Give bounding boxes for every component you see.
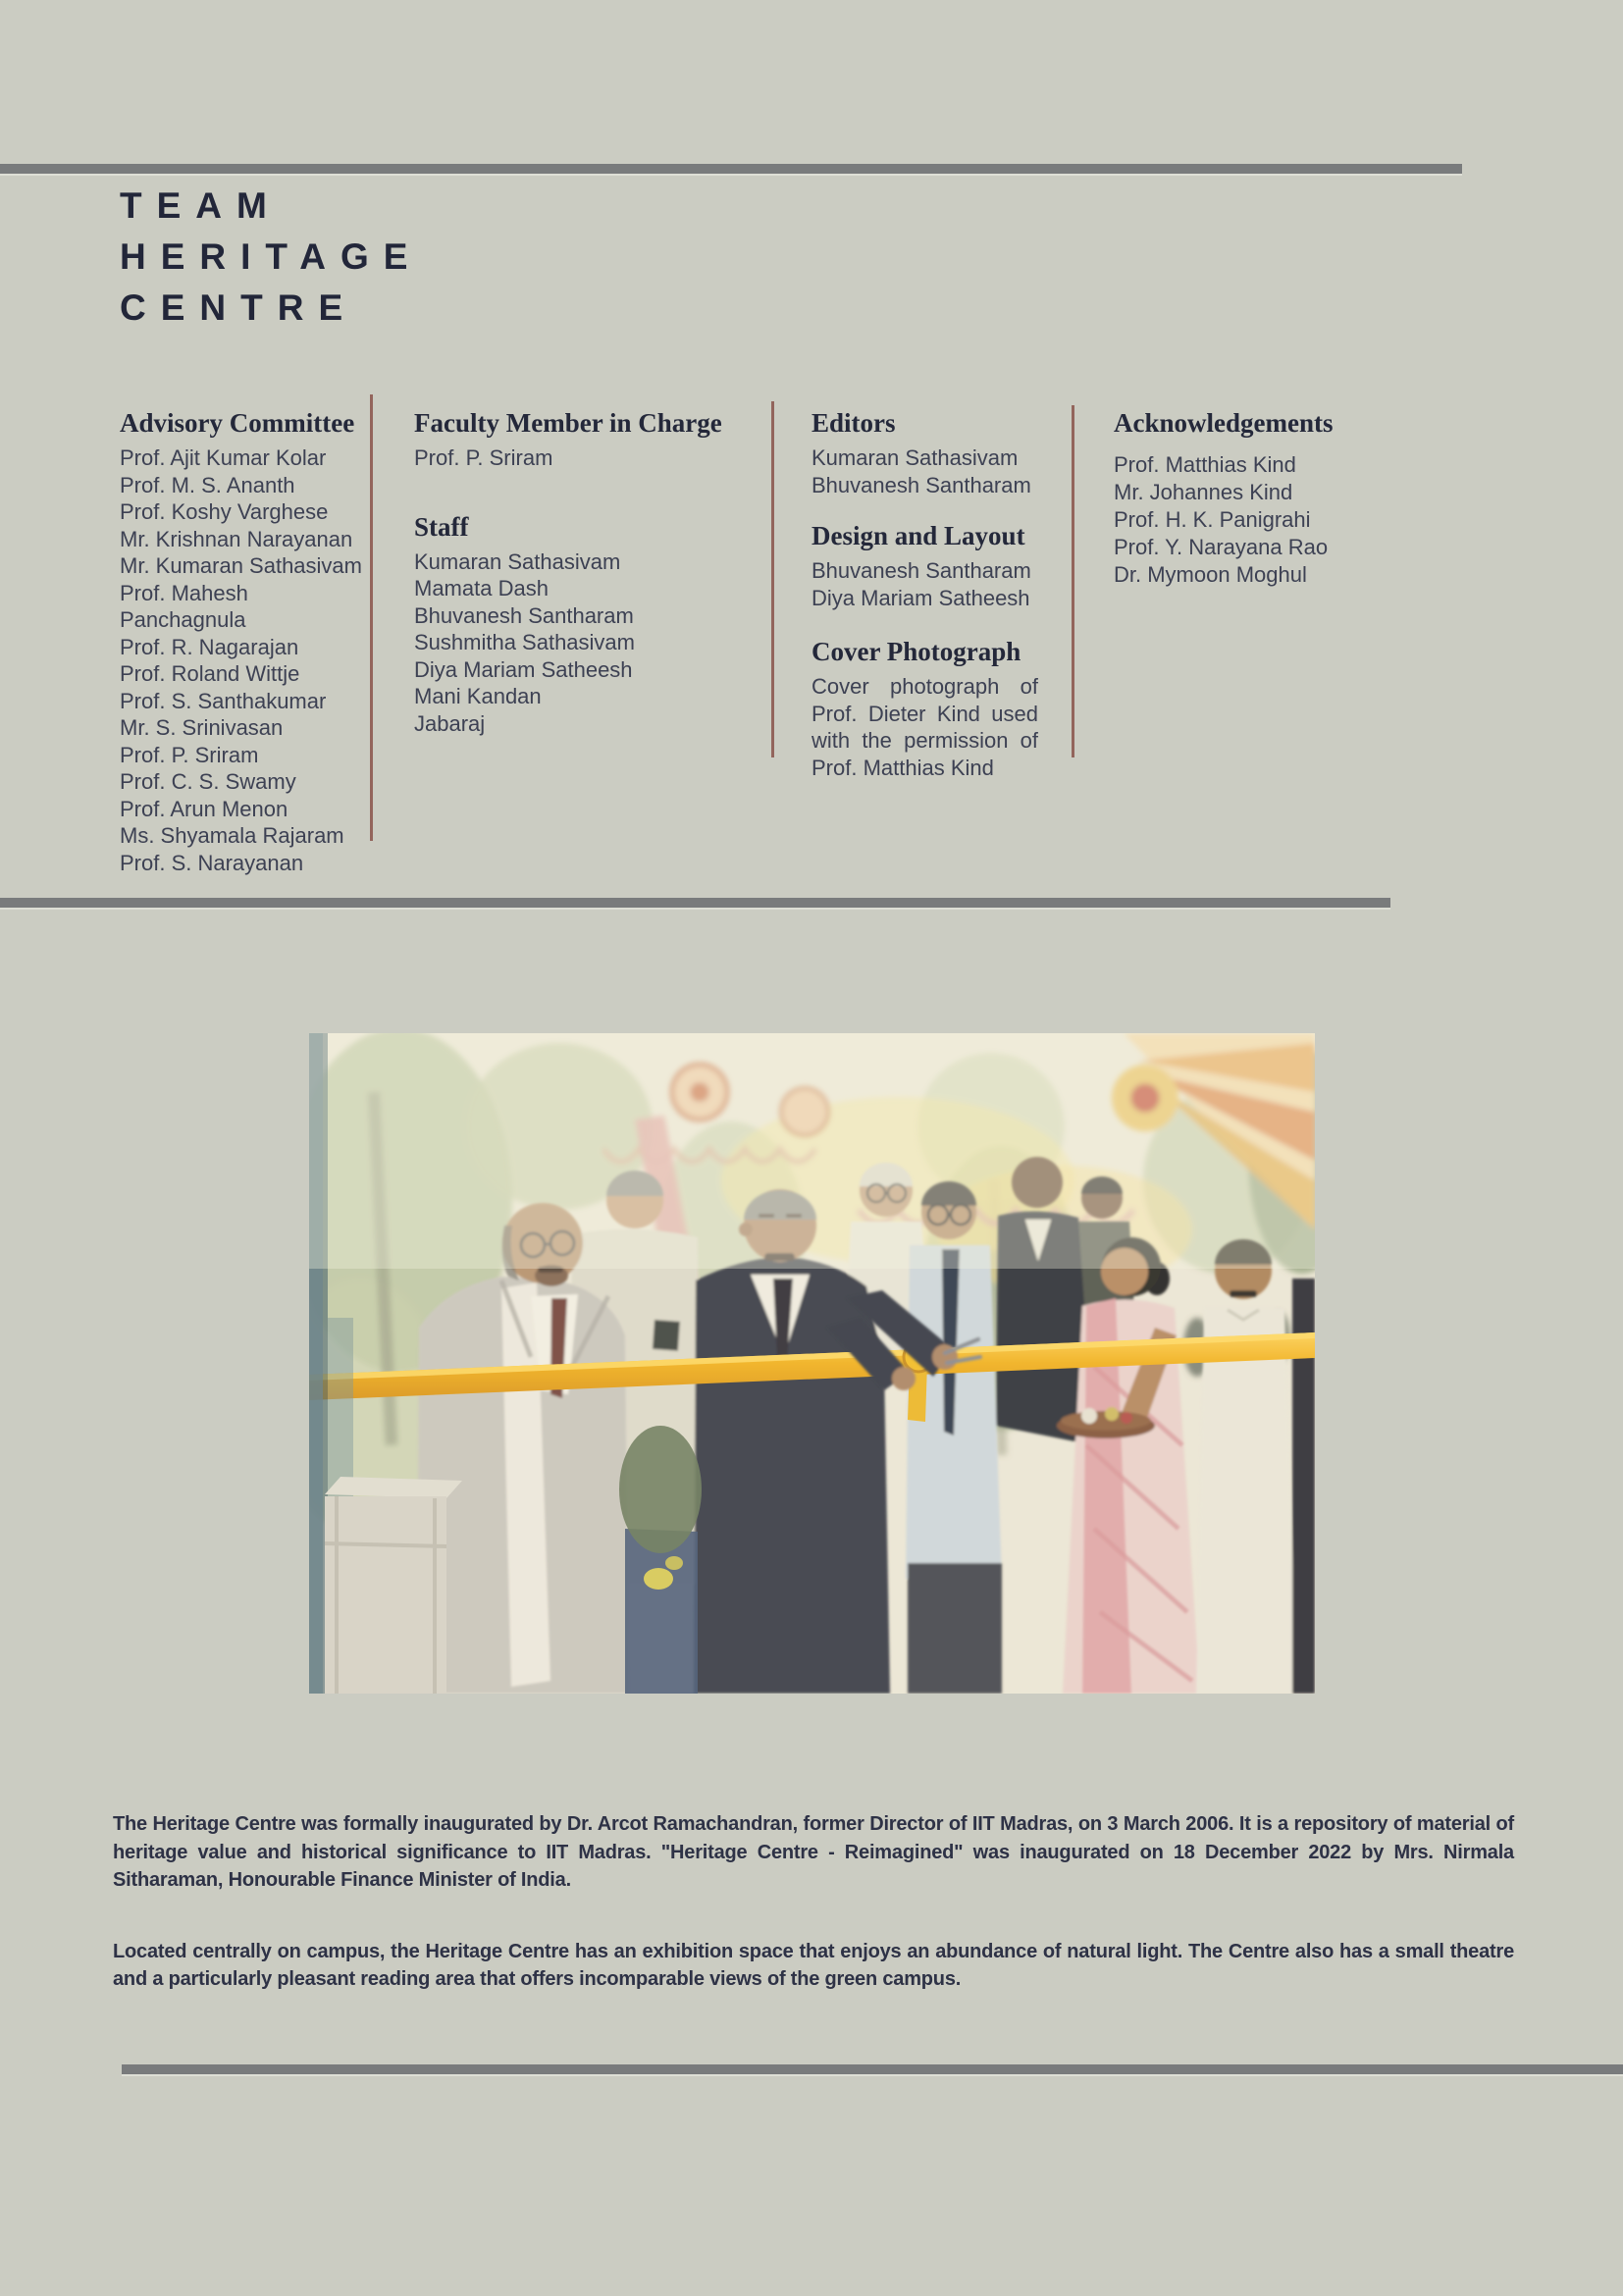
column-divider (771, 401, 774, 757)
page-title-line: HERITAGE (120, 236, 423, 277)
list-item: Prof. S. Narayanan (120, 850, 304, 875)
list-item: Prof. H. K. Panigrahi (1114, 507, 1311, 532)
list-item: Mr. Krishnan Narayanan (120, 526, 353, 551)
design-layout-heading: Design and Layout (812, 521, 1025, 550)
description-text (113, 1810, 1514, 1994)
list-item: Prof. Matthias Kind (1114, 452, 1296, 477)
page-title-line: TEAM (120, 185, 282, 226)
editors-design-cover-section (812, 408, 1038, 781)
list-item: Mani Kandan (414, 684, 542, 708)
list-item: Bhuvanesh Santharam (812, 472, 1031, 497)
list-item: Prof. S. Santhakumar (120, 688, 327, 713)
page-title (120, 181, 422, 334)
list-item: Mamata Dash (414, 576, 549, 600)
list-item: Prof. C. S. Swamy (120, 769, 296, 794)
description-paragraph-2: Located centrally on campus, the Heritage Centre has an exhibition space that enjoys an abundance of natural light. The Centre also has a small theatre and a particularly pleasant reading area that offers incomparable views of the green campus. (113, 1940, 1514, 1990)
list-item: Prof. Koshy Varghese (120, 499, 329, 524)
list-item: Prof. Ajit Kumar Kolar (120, 445, 327, 470)
faculty-in-charge-list (414, 444, 767, 472)
editors-list (812, 444, 1038, 498)
acknowledgements-list (1114, 451, 1393, 589)
inauguration-photo-art (309, 1033, 1315, 1694)
bottom-rule (122, 2064, 1623, 2074)
editors-heading: Editors (812, 408, 896, 438)
list-item: Bhuvanesh Santharam (414, 602, 634, 628)
list-item: Prof. P. Sriram (414, 445, 553, 470)
page-title-line: CENTRE (120, 287, 358, 328)
staff-list (414, 548, 767, 738)
middle-rule (0, 898, 1390, 908)
list-item: Bhuvanesh Santharam (812, 558, 1031, 583)
cover-photograph-note: Cover photograph of Prof. Dieter Kind used with the permission of Prof. Matthias Kind (812, 674, 1038, 780)
list-item: Mr. Johannes Kind (1114, 480, 1293, 504)
advisory-committee-section (120, 408, 367, 876)
list-item: Diya Mariam Satheesh (414, 656, 633, 682)
list-item: Prof. R. Nagarajan (120, 634, 299, 659)
list-item: Diya Mariam Satheesh (812, 585, 1030, 610)
list-item: Dr. Mymoon Moghul (1114, 562, 1307, 587)
list-item: Prof. Roland Wittje (120, 661, 300, 686)
top-rule (0, 164, 1462, 174)
list-item: Jabaraj (414, 710, 486, 736)
list-item: Sushmitha Sathasivam (414, 630, 635, 654)
list-item: Mr. S. Srinivasan (120, 715, 284, 740)
acknowledgements-heading: Acknowledgements (1114, 408, 1334, 438)
description-paragraph-1: The Heritage Centre was formally inaugurated by Dr. Arcot Ramachandran, former Director of IIT Madras, on 3 March 2006. It is a repository of material of heritage value and historical significance to IIT Madras. "Heritage Centre - Reimagined" was inaugurated on 18 December 2022 by Mrs. Nirmala Sitharaman, Honourable Finance Minister of India. (113, 1813, 1514, 1891)
faculty-in-charge-heading: Faculty Member in Charge (414, 408, 722, 438)
list-item: Ms. Shyamala Rajaram (120, 823, 344, 848)
acknowledgements-section (1114, 408, 1393, 589)
advisory-committee-list (120, 444, 367, 876)
faculty-staff-section (414, 408, 767, 737)
advisory-committee-heading: Advisory Committee (120, 408, 355, 438)
list-item: Prof. P. Sriram (120, 742, 259, 767)
staff-heading: Staff (414, 511, 469, 542)
list-item: Prof. Y. Narayana Rao (1114, 535, 1329, 559)
column-divider (370, 394, 373, 841)
list-item: Kumaran Sathasivam (812, 445, 1019, 470)
column-divider (1072, 405, 1074, 757)
list-item: Mr. Kumaran Sathasivam (120, 553, 362, 578)
list-item: Prof. Mahesh Panchagnula (120, 580, 248, 632)
list-item: Kumaran Sathasivam (414, 548, 621, 574)
list-item: Prof. M. S. Ananth (120, 472, 295, 497)
list-item: Prof. Arun Menon (120, 796, 288, 821)
inauguration-photo (309, 1033, 1315, 1694)
design-layout-list (812, 557, 1038, 611)
cover-photograph-heading: Cover Photograph (812, 637, 1021, 666)
